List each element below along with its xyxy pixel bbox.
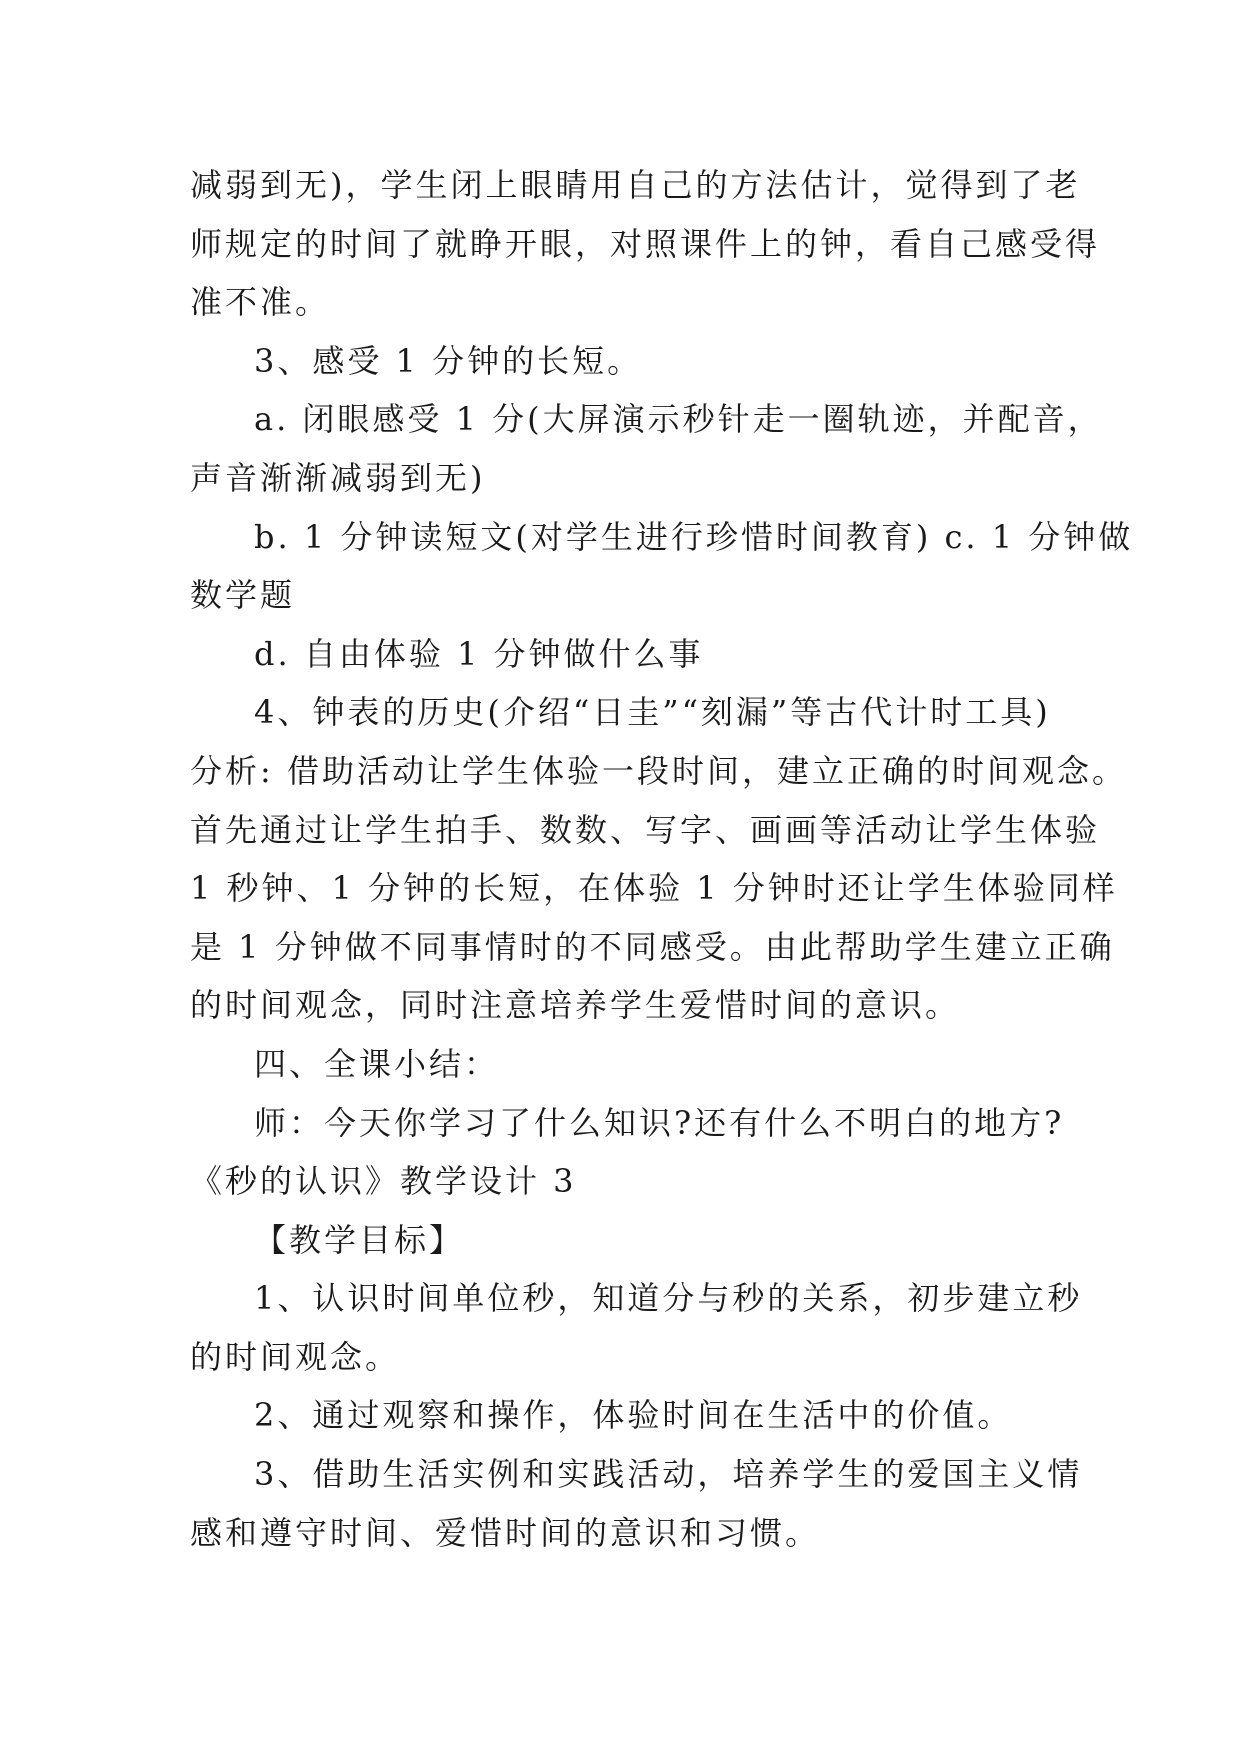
- text-line: 准不准。: [190, 283, 331, 322]
- text-line: 1、认识时间单位秒，知道分与秒的关系，初步建立秒: [254, 1279, 1083, 1318]
- text-line: 数学题: [190, 576, 296, 615]
- document-title: 《秒的认识》教学设计 3: [190, 1162, 577, 1201]
- text-line: 四、全课小结：: [254, 1044, 500, 1083]
- text-line: 师规定的时间了就睁开眼，对照课件上的钟，看自己感受得: [190, 224, 1101, 263]
- text-line: a. 闭眼感受 1 分(大屏演示秒针走一圈轨迹，并配音，: [254, 400, 1103, 439]
- text-line: 4、钟表的历史(介绍“日圭”“刻漏”等古代计时工具): [254, 693, 1051, 732]
- text-line: 感和遵守时间、爱惜时间的意识和习惯。: [190, 1513, 821, 1552]
- document-body: [190, 156, 1134, 1562]
- text-line: 的时间观念。: [190, 1337, 401, 1376]
- text-line: 3、借助生活实例和实践活动，培养学生的爱国主义情: [254, 1455, 1083, 1494]
- text-line: 的时间观念，同时注意培养学生爱惜时间的意识。: [190, 986, 961, 1025]
- text-line: 师：今天你学习了什么知识?还有什么不明白的地方?: [254, 1103, 1065, 1142]
- text-line: b. 1 分钟读短文(对学生进行珍惜时间教育) c. 1 分钟做: [254, 517, 1134, 556]
- text-line: 减弱到无)，学生闭上眼睛用自己的方法估计，觉得到了老: [190, 166, 1081, 204]
- text-line: 1 秒钟、1 分钟的长短，在体验 1 分钟时还让学生体验同样: [190, 869, 1118, 908]
- text-line: 声音渐渐减弱到无): [190, 458, 486, 497]
- text-line: 首先通过让学生拍手、数数、写字、画画等活动让学生体验: [190, 810, 1101, 849]
- text-line: 2、通过观察和操作，体验时间在生活中的价值。: [254, 1396, 1013, 1435]
- text-line: 是 1 分钟做不同事情时的不同感受。由此帮助学生建立正确: [190, 927, 1115, 966]
- text-line: 3、感受 1 分钟的长短。: [254, 341, 643, 380]
- text-line: 分析: 借助活动让学生体验一段时间，建立正确的时间观念。: [190, 751, 1127, 790]
- section-heading: 【教学目标】: [254, 1220, 465, 1259]
- text-line: d. 自由体验 1 分钟做什么事: [254, 634, 704, 673]
